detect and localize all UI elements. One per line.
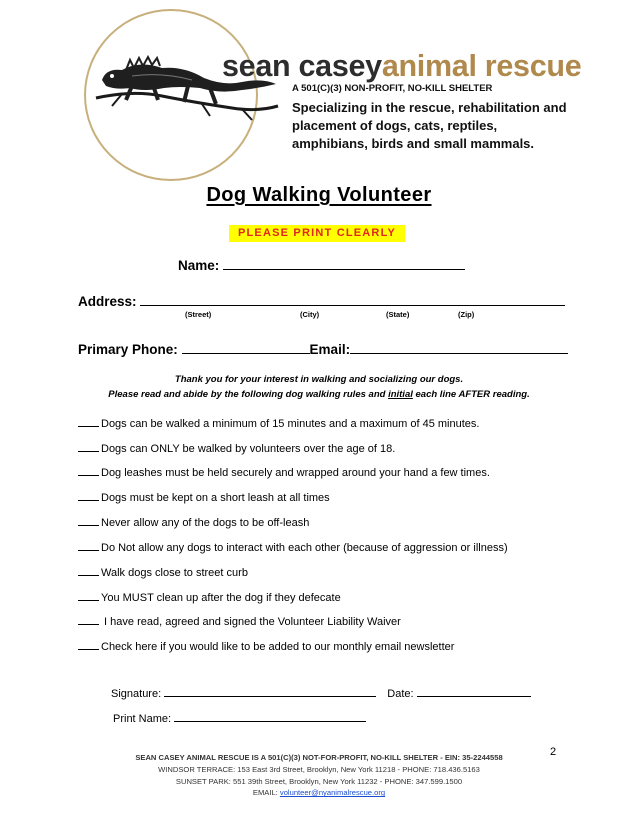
rule-item: Dogs can ONLY be walked by volunteers over the age of 18. xyxy=(78,441,395,455)
name-field[interactable] xyxy=(223,257,465,270)
footer-line1: SEAN CASEY ANIMAL RESCUE IS A 501(C)(3) NOT-FOR-PROFIT, NO-KILL SHELTER - EIN: 35-2244558 xyxy=(135,753,503,762)
footer-line2: WINDSOR TERRACE: 153 East 3rd Street, Brooklyn, New York 11218 - PHONE: 718.436.5163 xyxy=(158,764,480,774)
email-label: Email: xyxy=(309,342,351,357)
initial-field[interactable] xyxy=(78,515,99,526)
footer-email-line: EMAIL: volunteer@nyanimalrescue.org xyxy=(252,788,386,798)
print-name-field[interactable] xyxy=(174,711,366,722)
initial-field[interactable] xyxy=(78,590,99,601)
rule-item: Walk dogs close to street curb xyxy=(78,565,248,579)
print-clearly-banner: PLEASE PRINT CLEARLY xyxy=(229,225,405,242)
initial-field[interactable] xyxy=(78,639,99,650)
print-name-label: Print Name: xyxy=(113,713,172,725)
phone-field[interactable] xyxy=(182,341,310,354)
instructions xyxy=(0,372,638,402)
address-label: Address: xyxy=(78,294,137,309)
footer-line3: SUNSET PARK: 551 39th Street, Brooklyn, New York 11232 - PHONE: 347.599.1500 xyxy=(175,776,463,786)
initial-field[interactable] xyxy=(78,490,99,501)
phone-email-row xyxy=(78,341,568,357)
org-name xyxy=(222,50,581,82)
footer xyxy=(0,752,638,799)
phone-label: Primary Phone: xyxy=(78,342,178,357)
initial-field[interactable] xyxy=(78,614,99,625)
address-zip-label: (Zip) xyxy=(458,310,475,319)
address-row xyxy=(78,293,565,309)
rule-item: I have read, agreed and signed the Volunteer Liability Waiver xyxy=(78,614,401,628)
rule-item: Dogs can be walked a minimum of 15 minutes and a maximum of 45 minutes. xyxy=(78,416,479,430)
address-state-label: (State) xyxy=(386,310,410,319)
signature-field[interactable] xyxy=(164,686,376,697)
initial-field[interactable] xyxy=(78,465,99,476)
date-field[interactable] xyxy=(417,686,531,697)
rule-item: Check here if you would like to be added to our monthly email newsletter xyxy=(78,639,454,653)
form-title: Dog Walking Volunteer xyxy=(206,184,432,206)
initial-field[interactable] xyxy=(78,565,99,576)
signature-label: Signature: xyxy=(111,688,162,700)
footer-email-link[interactable]: volunteer@nyanimalrescue.org xyxy=(279,788,386,798)
address-field[interactable] xyxy=(140,293,565,306)
rule-item: Do Not allow any dogs to interact with each other (because of aggression or illness) xyxy=(78,540,508,554)
name-label: Name: xyxy=(178,258,220,273)
signature-row xyxy=(111,686,531,700)
initial-field[interactable] xyxy=(78,441,99,452)
address-street-label: (Street) xyxy=(185,310,212,319)
rule-item: Dog leashes must be held securely and wrapped around your hand a few times. xyxy=(78,465,490,479)
email-field[interactable] xyxy=(350,341,568,354)
org-subtitle: A 501(C)(3) NON-PROFIT, NO-KILL SHELTER xyxy=(292,83,493,94)
org-name-part1: sean casey xyxy=(222,49,382,83)
org-tagline: Specializing in the rescue, rehabilitation and placement of dogs, cats, reptiles, amphibians, birds and small mammals. xyxy=(292,100,567,151)
print-name-row xyxy=(113,711,366,725)
instructions-line1: Thank you for your interest in walking and socializing our dogs. xyxy=(174,374,464,385)
initial-field[interactable] xyxy=(78,540,99,551)
instructions-line2: Please read and abide by the following dog walking rules and initial each line AFTER reading. xyxy=(108,389,530,400)
rule-item: You MUST clean up after the dog if they defecate xyxy=(78,590,341,604)
rule-item: Never allow any of the dogs to be off-leash xyxy=(78,515,309,529)
rule-item: Dogs must be kept on a short leash at all times xyxy=(78,490,330,504)
org-name-part2: animal rescue xyxy=(381,49,582,83)
name-row xyxy=(178,257,465,273)
date-label: Date: xyxy=(387,688,414,700)
initial-field[interactable] xyxy=(78,416,99,427)
address-city-label: (City) xyxy=(300,310,320,319)
page-number: 2 xyxy=(550,746,557,758)
